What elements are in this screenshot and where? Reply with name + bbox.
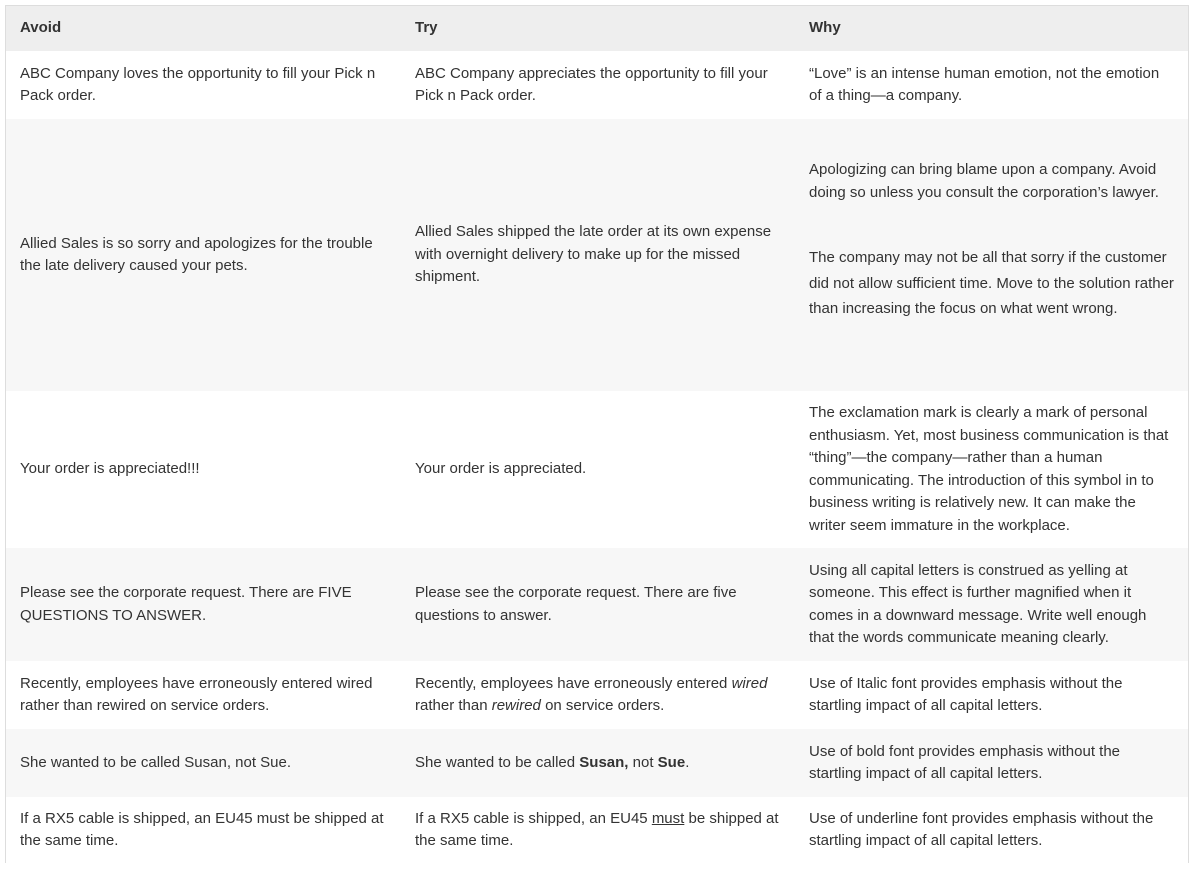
- avoid-try-why-table: [6, 6, 1188, 863]
- header-try: Try: [401, 6, 795, 51]
- try-text: She wanted to be called: [415, 753, 580, 771]
- avoid-cell: ABC Company loves the opportunity to fill your Pick n Pack order.: [6, 51, 401, 119]
- why-cell: Use of bold font provides emphasis without the startling impact of all capital letters.: [795, 729, 1188, 797]
- header-row: [6, 6, 1188, 51]
- why-paragraph: Apologizing can bring blame upon a company. Avoid doing so unless you consult the corporation’s lawyer.: [809, 161, 1159, 201]
- avoid-cell: If a RX5 cable is shipped, an EU45 must be shipped at the same time.: [6, 797, 401, 863]
- table-body: [6, 51, 1188, 863]
- try-cell: Your order is appreciated.: [401, 391, 795, 548]
- avoid-cell: Allied Sales is so sorry and apologizes for the trouble the late delivery caused your pets.: [6, 119, 401, 391]
- try-italic-text: wired: [731, 674, 768, 692]
- table-header: [6, 6, 1188, 51]
- table-row: [6, 51, 1188, 119]
- why-cell: Using all capital letters is construed as yelling at someone. This effect is further magnified when it comes in a downward message. Write well enough that the words communicate meaning clearly.: [795, 548, 1188, 661]
- header-avoid: Avoid: [6, 6, 401, 51]
- why-cell: Use of Italic font provides emphasis without the startling impact of all capital letters.: [795, 661, 1188, 729]
- why-cell-content: [809, 159, 1174, 351]
- try-text: rather than: [415, 697, 492, 714]
- why-cell: “Love” is an intense human emotion, not the emotion of a thing—a company.: [795, 51, 1188, 119]
- header-why: Why: [795, 6, 1188, 51]
- try-bold-text: Susan,: [579, 753, 629, 771]
- comparison-table-container: [5, 5, 1189, 863]
- try-italic-text: rewired: [491, 697, 541, 714]
- try-bold-text: Sue: [657, 753, 686, 771]
- try-underlined-text: must: [651, 809, 685, 827]
- try-text: on service orders.: [540, 697, 665, 714]
- table-row: [6, 797, 1188, 863]
- table-row: [6, 548, 1188, 661]
- try-cell: [401, 661, 795, 729]
- try-text: Recently, employees have erroneously entered: [415, 674, 732, 692]
- avoid-cell: Recently, employees have erroneously entered wired rather than rewired on service orders.: [6, 661, 401, 729]
- try-text: be shipped at the same time.: [415, 809, 779, 849]
- table-row: [6, 661, 1188, 729]
- try-text: If a RX5 cable is shipped, an EU45: [415, 809, 652, 827]
- table-row: [6, 119, 1188, 391]
- try-cell: [401, 729, 795, 797]
- avoid-cell: She wanted to be called Susan, not Sue.: [6, 729, 401, 797]
- try-text: not: [628, 753, 658, 771]
- try-text: .: [685, 753, 690, 771]
- try-cell: [401, 797, 795, 863]
- avoid-cell: Your order is appreciated!!!: [6, 391, 401, 548]
- why-cell: [795, 119, 1188, 391]
- try-cell: Allied Sales shipped the late order at its own expense with overnight delivery to make up for the missed shipment.: [401, 119, 795, 391]
- why-paragraph: The company may not be all that sorry if the customer did not allow sufficient time. Move to the solution rather than increasing the focus on what went wrong.: [809, 249, 1174, 318]
- why-cell: Use of underline font provides emphasis without the startling impact of all capital letters.: [795, 797, 1188, 863]
- table-row: [6, 391, 1188, 548]
- avoid-cell: Please see the corporate request. There are FIVE QUESTIONS TO ANSWER.: [6, 548, 401, 661]
- why-cell: The exclamation mark is clearly a mark of personal enthusiasm. Yet, most business communication is that “thing”—the company—rather than a human communicating. The introduction of this symbol in to business writing is relatively new. It can make the writer seem immature in the workplace.: [795, 391, 1188, 548]
- try-cell: ABC Company appreciates the opportunity to fill your Pick n Pack order.: [401, 51, 795, 119]
- try-cell: Please see the corporate request. There are five questions to answer.: [401, 548, 795, 661]
- table-row: [6, 729, 1188, 797]
